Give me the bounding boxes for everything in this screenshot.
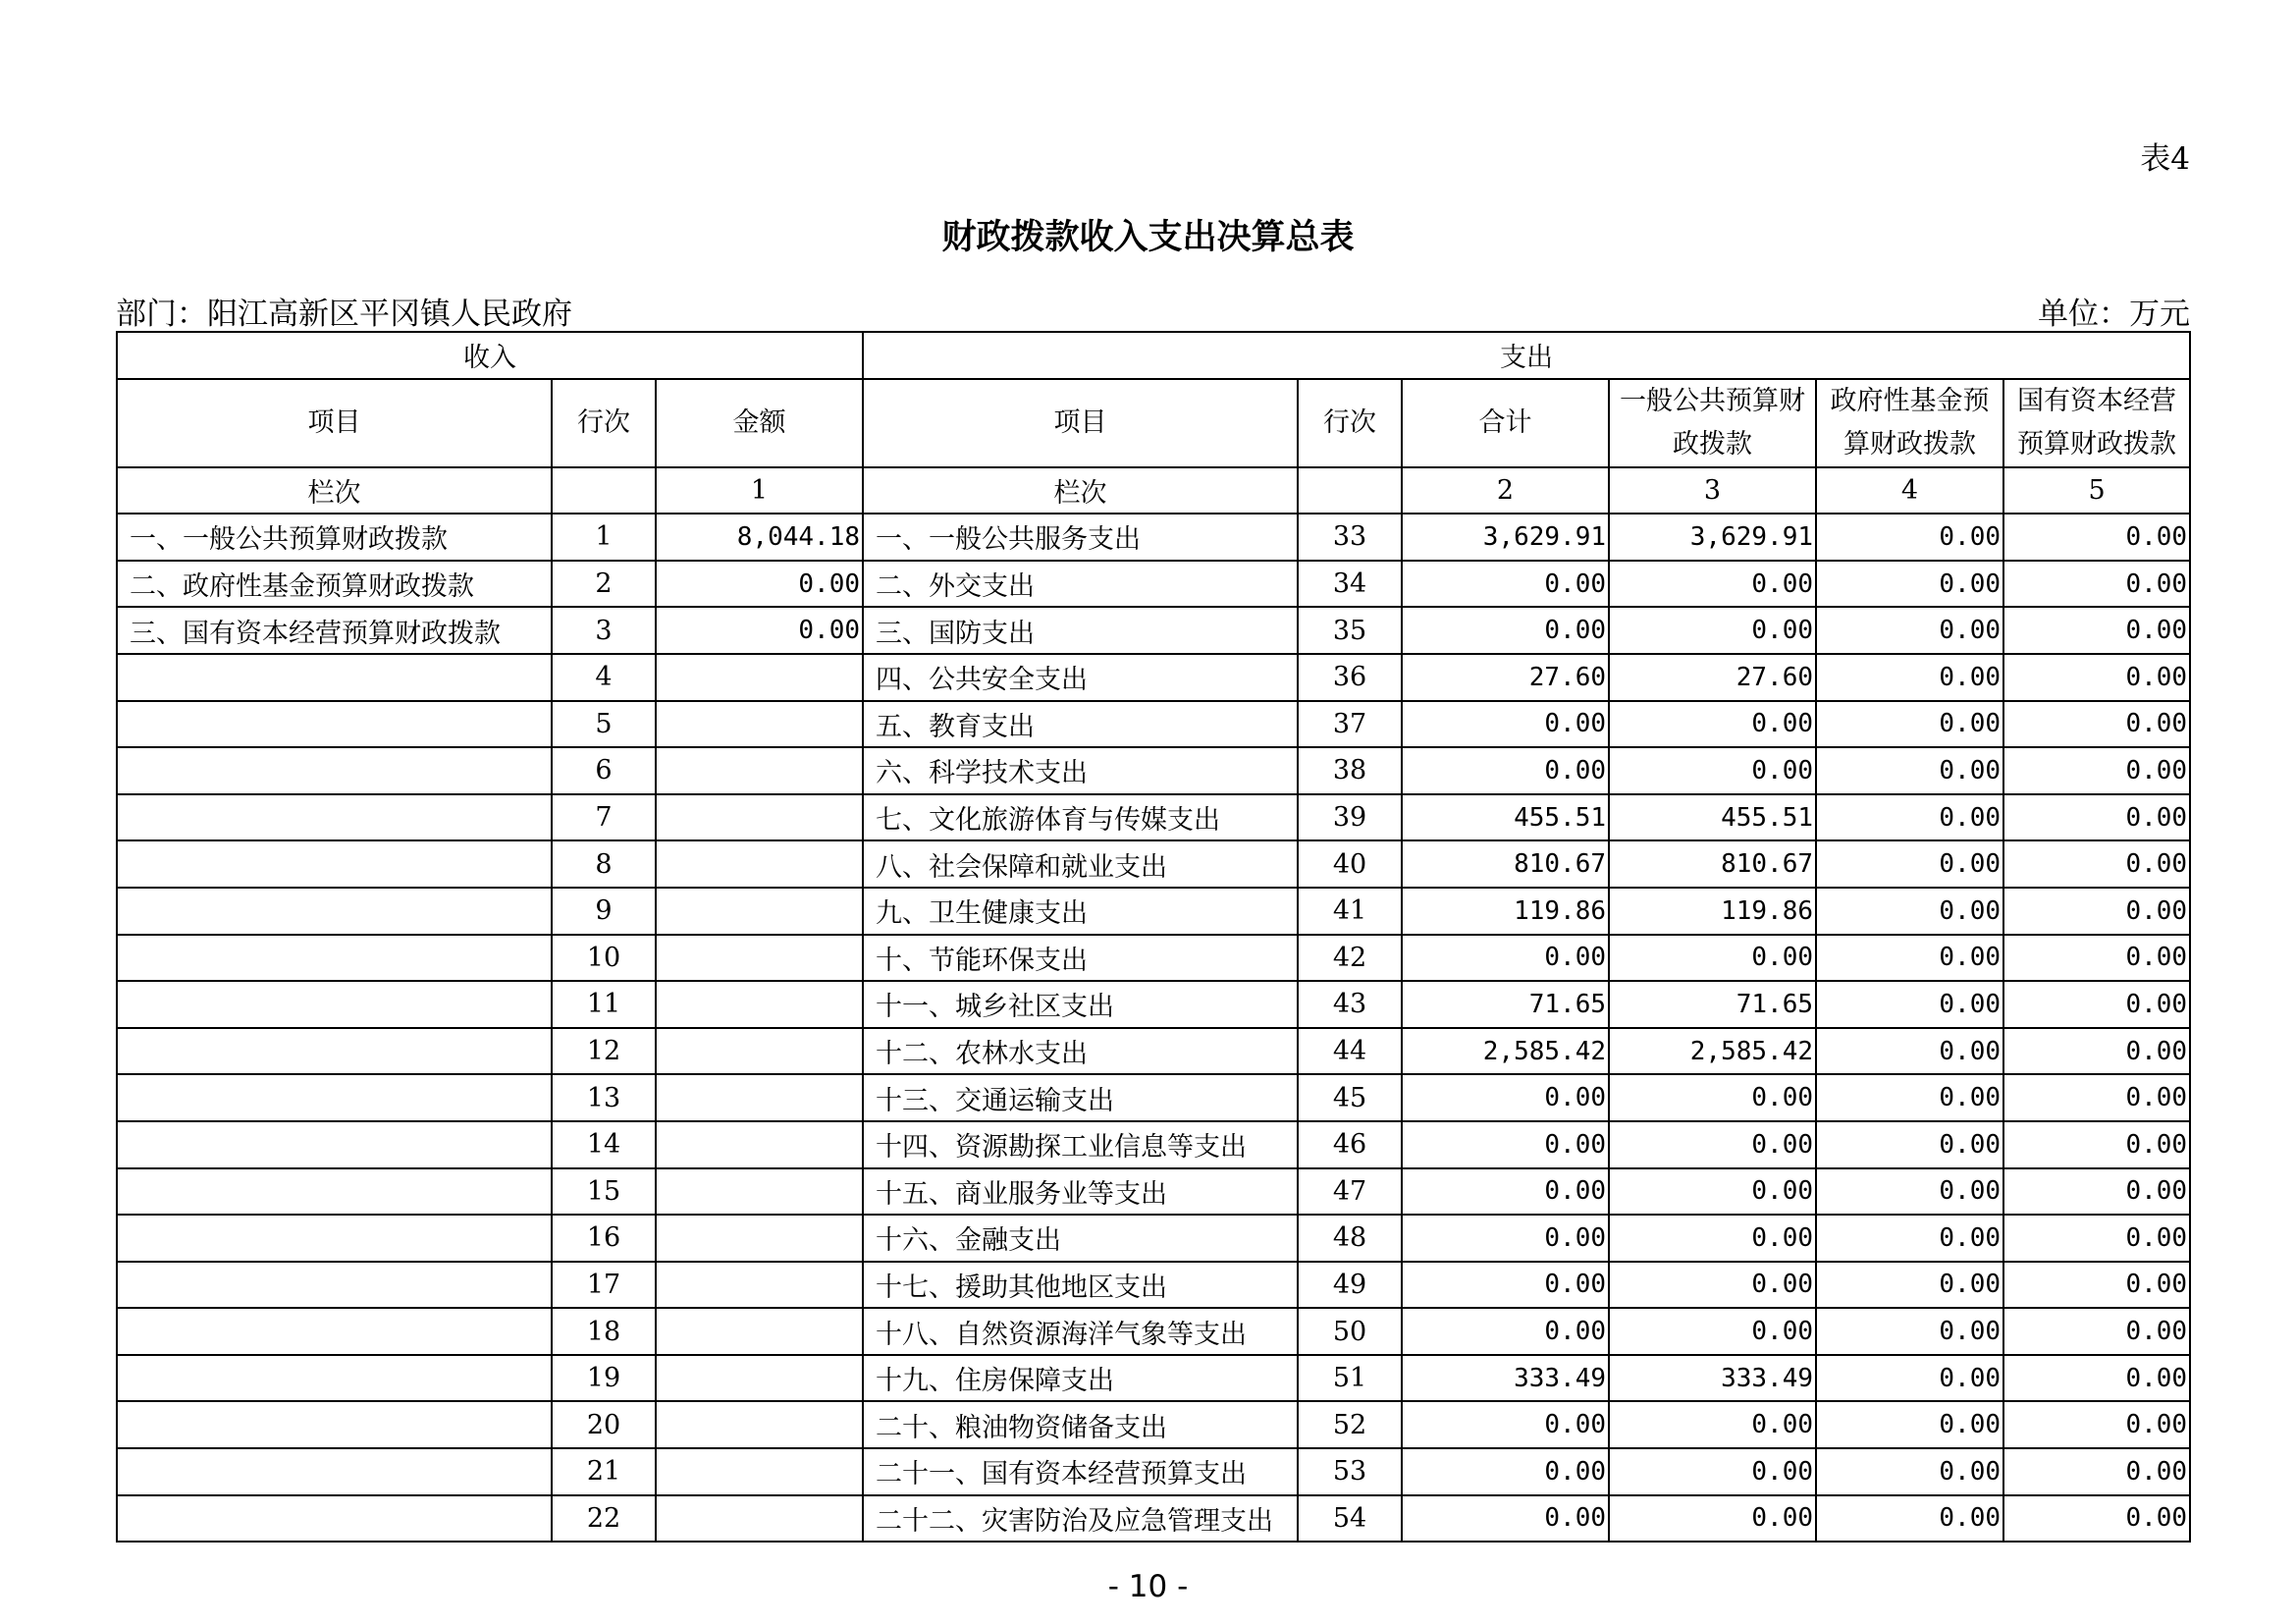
total-cell: 0.00 — [1402, 1308, 1609, 1355]
gov-fund-cell: 0.00 — [1816, 561, 2003, 608]
table-row — [117, 1355, 2190, 1402]
general-budget-cell: 2,585.42 — [1609, 1028, 1816, 1075]
general-budget-cell: 3,629.91 — [1609, 514, 1816, 561]
income-item-cell — [117, 935, 552, 982]
gov-fund-cell: 0.00 — [1816, 1308, 2003, 1355]
expense-row-no-cell: 52 — [1298, 1401, 1402, 1448]
income-row-no-cell: 13 — [552, 1074, 656, 1121]
total-cell: 0.00 — [1402, 935, 1609, 982]
expense-section-header: 支出 — [863, 332, 2190, 379]
state-capital-cell: 0.00 — [2003, 1215, 2190, 1262]
gov-fund-cell: 0.00 — [1816, 654, 2003, 701]
expense-item-cell: 二十、粮油物资储备支出 — [863, 1401, 1298, 1448]
income-row-no-header: 行次 — [552, 379, 656, 467]
expense-row-no-cell: 50 — [1298, 1308, 1402, 1355]
total-cell: 0.00 — [1402, 1401, 1609, 1448]
table-row — [117, 1215, 2190, 1262]
state-capital-cell: 0.00 — [2003, 1028, 2190, 1075]
income-row-no-cell: 8 — [552, 840, 656, 888]
general-budget-cell: 333.49 — [1609, 1355, 1816, 1402]
expense-item-cell: 十三、交通运输支出 — [863, 1074, 1298, 1121]
state-capital-cell: 0.00 — [2003, 794, 2190, 841]
income-row-no-cell: 10 — [552, 935, 656, 982]
table-row — [117, 514, 2190, 561]
general-budget-cell: 0.00 — [1609, 1495, 1816, 1543]
gov-fund-cell: 0.00 — [1816, 840, 2003, 888]
income-row-no-cell: 12 — [552, 1028, 656, 1075]
gov-fund-cell: 0.00 — [1816, 1495, 2003, 1543]
total-header: 合计 — [1402, 379, 1609, 467]
table-row — [117, 701, 2190, 748]
state-capital-cell: 0.00 — [2003, 654, 2190, 701]
income-amount-cell — [656, 888, 863, 935]
gov-fund-cell: 0.00 — [1816, 1355, 2003, 1402]
income-amount-cell: 8,044.18 — [656, 514, 863, 561]
total-cell: 0.00 — [1402, 1448, 1609, 1495]
income-item-cell: 二、政府性基金预算财政拨款 — [117, 561, 552, 608]
gov-fund-cell: 0.00 — [1816, 1168, 2003, 1216]
page-title: 财政拨款收入支出决算总表 — [941, 218, 1355, 257]
general-budget-cell: 0.00 — [1609, 1401, 1816, 1448]
total-cell: 0.00 — [1402, 561, 1609, 608]
income-row-no-cell: 17 — [552, 1262, 656, 1309]
income-amount-cell — [656, 1448, 863, 1495]
total-cell: 27.60 — [1402, 654, 1609, 701]
expense-item-cell: 十九、住房保障支出 — [863, 1355, 1298, 1402]
total-cell: 119.86 — [1402, 888, 1609, 935]
header-row-section — [117, 332, 2190, 379]
expense-row-no-cell: 39 — [1298, 794, 1402, 841]
column-number-2: 2 — [1402, 467, 1609, 514]
income-amount-cell — [656, 794, 863, 841]
state-capital-cell: 0.00 — [2003, 747, 2190, 794]
income-item-cell — [117, 1448, 552, 1495]
income-item-cell — [117, 654, 552, 701]
income-item-cell — [117, 701, 552, 748]
total-cell: 0.00 — [1402, 1495, 1609, 1543]
table-row — [117, 1401, 2190, 1448]
income-row-no-cell: 6 — [552, 747, 656, 794]
state-capital-cell: 0.00 — [2003, 1355, 2190, 1402]
general-budget-cell: 0.00 — [1609, 1215, 1816, 1262]
general-budget-cell: 810.67 — [1609, 840, 1816, 888]
expense-item-cell: 八、社会保障和就业支出 — [863, 840, 1298, 888]
state-capital-cell: 0.00 — [2003, 561, 2190, 608]
expense-row-no-cell: 34 — [1298, 561, 1402, 608]
income-amount-header: 金额 — [656, 379, 863, 467]
income-item-cell — [117, 1308, 552, 1355]
expense-row-no-cell: 40 — [1298, 840, 1402, 888]
general-budget-cell: 0.00 — [1609, 1074, 1816, 1121]
general-budget-cell: 0.00 — [1609, 1448, 1816, 1495]
general-budget-cell: 71.65 — [1609, 981, 1816, 1028]
table-row — [117, 888, 2190, 935]
state-capital-header: 国有资本经营 预算财政拨款 — [2003, 379, 2190, 467]
column-number-empty-2 — [1298, 467, 1402, 514]
expense-item-cell: 六、科学技术支出 — [863, 747, 1298, 794]
state-capital-cell: 0.00 — [2003, 607, 2190, 654]
income-item-cell — [117, 1028, 552, 1075]
state-capital-cell: 0.00 — [2003, 840, 2190, 888]
expense-item-cell: 十、节能环保支出 — [863, 935, 1298, 982]
general-budget-cell: 0.00 — [1609, 935, 1816, 982]
total-cell: 810.67 — [1402, 840, 1609, 888]
expense-item-cell: 四、公共安全支出 — [863, 654, 1298, 701]
state-capital-cell: 0.00 — [2003, 1448, 2190, 1495]
expense-item-cell: 十五、商业服务业等支出 — [863, 1168, 1298, 1216]
general-budget-cell: 0.00 — [1609, 1121, 1816, 1168]
income-section-header: 收入 — [117, 332, 863, 379]
gov-fund-cell: 0.00 — [1816, 1262, 2003, 1309]
general-budget-cell: 0.00 — [1609, 701, 1816, 748]
income-amount-cell — [656, 840, 863, 888]
income-amount-cell — [656, 654, 863, 701]
general-budget-cell: 0.00 — [1609, 1308, 1816, 1355]
total-cell: 0.00 — [1402, 747, 1609, 794]
income-amount-cell — [656, 1215, 863, 1262]
income-amount-cell — [656, 747, 863, 794]
income-row-no-cell: 2 — [552, 561, 656, 608]
total-cell: 0.00 — [1402, 1168, 1609, 1216]
column-number-5: 5 — [2003, 467, 2190, 514]
expense-row-no-header: 行次 — [1298, 379, 1402, 467]
income-item-cell — [117, 1262, 552, 1309]
gov-fund-cell: 0.00 — [1816, 1121, 2003, 1168]
expense-row-no-cell: 42 — [1298, 935, 1402, 982]
header-row-column-numbers — [117, 467, 2190, 514]
table-row — [117, 747, 2190, 794]
total-cell: 0.00 — [1402, 1074, 1609, 1121]
income-amount-cell — [656, 1495, 863, 1543]
table-row — [117, 1495, 2190, 1543]
expense-row-no-cell: 37 — [1298, 701, 1402, 748]
table-row — [117, 561, 2190, 608]
table-row — [117, 1448, 2190, 1495]
expense-row-no-cell: 44 — [1298, 1028, 1402, 1075]
income-item-cell — [117, 1121, 552, 1168]
expense-row-no-cell: 53 — [1298, 1448, 1402, 1495]
expense-row-no-cell: 49 — [1298, 1262, 1402, 1309]
gov-fund-cell: 0.00 — [1816, 1215, 2003, 1262]
header-row-columns — [117, 379, 2190, 467]
income-row-no-cell: 3 — [552, 607, 656, 654]
income-amount-cell — [656, 935, 863, 982]
state-capital-cell: 0.00 — [2003, 888, 2190, 935]
income-row-no-cell: 9 — [552, 888, 656, 935]
gov-fund-cell: 0.00 — [1816, 607, 2003, 654]
expense-item-cell: 九、卫生健康支出 — [863, 888, 1298, 935]
expense-item-cell: 十六、金融支出 — [863, 1215, 1298, 1262]
general-budget-cell: 0.00 — [1609, 1168, 1816, 1216]
income-amount-cell — [656, 1121, 863, 1168]
income-item-cell — [117, 1355, 552, 1402]
gov-fund-cell: 0.00 — [1816, 935, 2003, 982]
income-item-cell: 一、一般公共预算财政拨款 — [117, 514, 552, 561]
table-row — [117, 1308, 2190, 1355]
general-budget-cell: 0.00 — [1609, 607, 1816, 654]
expense-row-no-cell: 38 — [1298, 747, 1402, 794]
state-capital-cell: 0.00 — [2003, 1121, 2190, 1168]
expense-row-no-cell: 48 — [1298, 1215, 1402, 1262]
general-budget-cell: 27.60 — [1609, 654, 1816, 701]
table-row — [117, 1168, 2190, 1216]
income-row-no-cell: 7 — [552, 794, 656, 841]
income-item-cell — [117, 840, 552, 888]
gov-fund-cell: 0.00 — [1816, 747, 2003, 794]
expense-item-header: 项目 — [863, 379, 1298, 467]
state-capital-cell: 0.00 — [2003, 981, 2190, 1028]
table-row — [117, 607, 2190, 654]
income-row-no-cell: 14 — [552, 1121, 656, 1168]
state-capital-cell: 0.00 — [2003, 935, 2190, 982]
income-amount-cell — [656, 981, 863, 1028]
income-row-no-cell: 16 — [552, 1215, 656, 1262]
table-row — [117, 935, 2190, 982]
expense-row-no-cell: 41 — [1298, 888, 1402, 935]
income-amount-cell — [656, 701, 863, 748]
expense-item-cell: 十八、自然资源海洋气象等支出 — [863, 1308, 1298, 1355]
column-label-2: 栏次 — [863, 467, 1298, 514]
total-cell: 333.49 — [1402, 1355, 1609, 1402]
table-row — [117, 1121, 2190, 1168]
income-amount-cell: 0.00 — [656, 561, 863, 608]
gov-fund-cell: 0.00 — [1816, 981, 2003, 1028]
gov-fund-cell: 0.00 — [1816, 701, 2003, 748]
income-amount-cell: 0.00 — [656, 607, 863, 654]
income-row-no-cell: 5 — [552, 701, 656, 748]
expense-row-no-cell: 54 — [1298, 1495, 1402, 1543]
gov-fund-cell: 0.00 — [1816, 794, 2003, 841]
income-amount-cell — [656, 1262, 863, 1309]
expense-row-no-cell: 51 — [1298, 1355, 1402, 1402]
total-cell: 2,585.42 — [1402, 1028, 1609, 1075]
column-number-empty — [552, 467, 656, 514]
expense-item-cell: 五、教育支出 — [863, 701, 1298, 748]
gov-fund-cell: 0.00 — [1816, 514, 2003, 561]
income-item-cell — [117, 888, 552, 935]
state-capital-cell: 0.00 — [2003, 1495, 2190, 1543]
income-item-cell: 三、国有资本经营预算财政拨款 — [117, 607, 552, 654]
total-cell: 0.00 — [1402, 607, 1609, 654]
state-capital-cell: 0.00 — [2003, 1074, 2190, 1121]
income-amount-cell — [656, 1308, 863, 1355]
total-cell: 0.00 — [1402, 701, 1609, 748]
state-capital-cell: 0.00 — [2003, 1168, 2190, 1216]
income-row-no-cell: 4 — [552, 654, 656, 701]
expense-item-cell: 十二、农林水支出 — [863, 1028, 1298, 1075]
income-item-cell — [117, 747, 552, 794]
department-label: 部门：阳江高新区平冈镇人民政府 — [116, 297, 572, 332]
expense-item-cell: 三、国防支出 — [863, 607, 1298, 654]
gov-fund-cell: 0.00 — [1816, 1448, 2003, 1495]
income-item-cell — [117, 1215, 552, 1262]
general-budget-cell: 0.00 — [1609, 561, 1816, 608]
table-row — [117, 840, 2190, 888]
gov-fund-cell: 0.00 — [1816, 1401, 2003, 1448]
state-capital-cell: 0.00 — [2003, 514, 2190, 561]
state-capital-cell: 0.00 — [2003, 1262, 2190, 1309]
column-label: 栏次 — [117, 467, 552, 514]
income-amount-cell — [656, 1401, 863, 1448]
expense-item-cell: 二十二、灾害防治及应急管理支出 — [863, 1495, 1298, 1543]
total-cell: 0.00 — [1402, 1262, 1609, 1309]
expense-item-cell: 十四、资源勘探工业信息等支出 — [863, 1121, 1298, 1168]
column-number-3: 3 — [1609, 467, 1816, 514]
expense-row-no-cell: 33 — [1298, 514, 1402, 561]
expense-row-no-cell: 36 — [1298, 654, 1402, 701]
expense-row-no-cell: 46 — [1298, 1121, 1402, 1168]
gov-fund-header: 政府性基金预 算财政拨款 — [1816, 379, 2003, 467]
income-item-header: 项目 — [117, 379, 552, 467]
state-capital-cell: 0.00 — [2003, 1308, 2190, 1355]
expense-row-no-cell: 43 — [1298, 981, 1402, 1028]
general-budget-cell: 0.00 — [1609, 747, 1816, 794]
table-number: 表4 — [2140, 141, 2190, 177]
table-row — [117, 1262, 2190, 1309]
income-row-no-cell: 21 — [552, 1448, 656, 1495]
table-row — [117, 981, 2190, 1028]
expense-item-cell: 十七、援助其他地区支出 — [863, 1262, 1298, 1309]
gov-fund-cell: 0.00 — [1816, 888, 2003, 935]
income-row-no-cell: 1 — [552, 514, 656, 561]
total-cell: 3,629.91 — [1402, 514, 1609, 561]
total-cell: 0.00 — [1402, 1215, 1609, 1262]
gov-fund-cell: 0.00 — [1816, 1074, 2003, 1121]
expense-item-cell: 二、外交支出 — [863, 561, 1298, 608]
budget-table — [116, 331, 2191, 1543]
income-row-no-cell: 11 — [552, 981, 656, 1028]
general-budget-cell: 119.86 — [1609, 888, 1816, 935]
expense-item-cell: 一、一般公共服务支出 — [863, 514, 1298, 561]
income-amount-cell — [656, 1168, 863, 1216]
column-number-1: 1 — [656, 467, 863, 514]
page-number: - 10 - — [1107, 1569, 1189, 1604]
income-amount-cell — [656, 1074, 863, 1121]
table-row — [117, 794, 2190, 841]
expense-item-cell: 二十一、国有资本经营预算支出 — [863, 1448, 1298, 1495]
income-row-no-cell: 18 — [552, 1308, 656, 1355]
income-row-no-cell: 19 — [552, 1355, 656, 1402]
income-item-cell — [117, 1168, 552, 1216]
income-amount-cell — [656, 1028, 863, 1075]
column-number-4: 4 — [1816, 467, 2003, 514]
expense-item-cell: 十一、城乡社区支出 — [863, 981, 1298, 1028]
income-item-cell — [117, 1074, 552, 1121]
expense-row-no-cell: 35 — [1298, 607, 1402, 654]
income-item-cell — [117, 1495, 552, 1543]
unit-label: 单位：万元 — [2038, 297, 2190, 332]
total-cell: 455.51 — [1402, 794, 1609, 841]
income-row-no-cell: 20 — [552, 1401, 656, 1448]
total-cell: 71.65 — [1402, 981, 1609, 1028]
expense-row-no-cell: 45 — [1298, 1074, 1402, 1121]
state-capital-cell: 0.00 — [2003, 1401, 2190, 1448]
income-amount-cell — [656, 1355, 863, 1402]
gov-fund-cell: 0.00 — [1816, 1028, 2003, 1075]
income-item-cell — [117, 981, 552, 1028]
income-item-cell — [117, 1401, 552, 1448]
total-cell: 0.00 — [1402, 1121, 1609, 1168]
state-capital-cell: 0.00 — [2003, 701, 2190, 748]
expense-row-no-cell: 47 — [1298, 1168, 1402, 1216]
income-item-cell — [117, 794, 552, 841]
general-budget-cell: 0.00 — [1609, 1262, 1816, 1309]
income-row-no-cell: 15 — [552, 1168, 656, 1216]
expense-item-cell: 七、文化旅游体育与传媒支出 — [863, 794, 1298, 841]
income-row-no-cell: 22 — [552, 1495, 656, 1543]
general-budget-header: 一般公共预算财 政拨款 — [1609, 379, 1816, 467]
table-row — [117, 1074, 2190, 1121]
table-row — [117, 1028, 2190, 1075]
general-budget-cell: 455.51 — [1609, 794, 1816, 841]
table-row — [117, 654, 2190, 701]
